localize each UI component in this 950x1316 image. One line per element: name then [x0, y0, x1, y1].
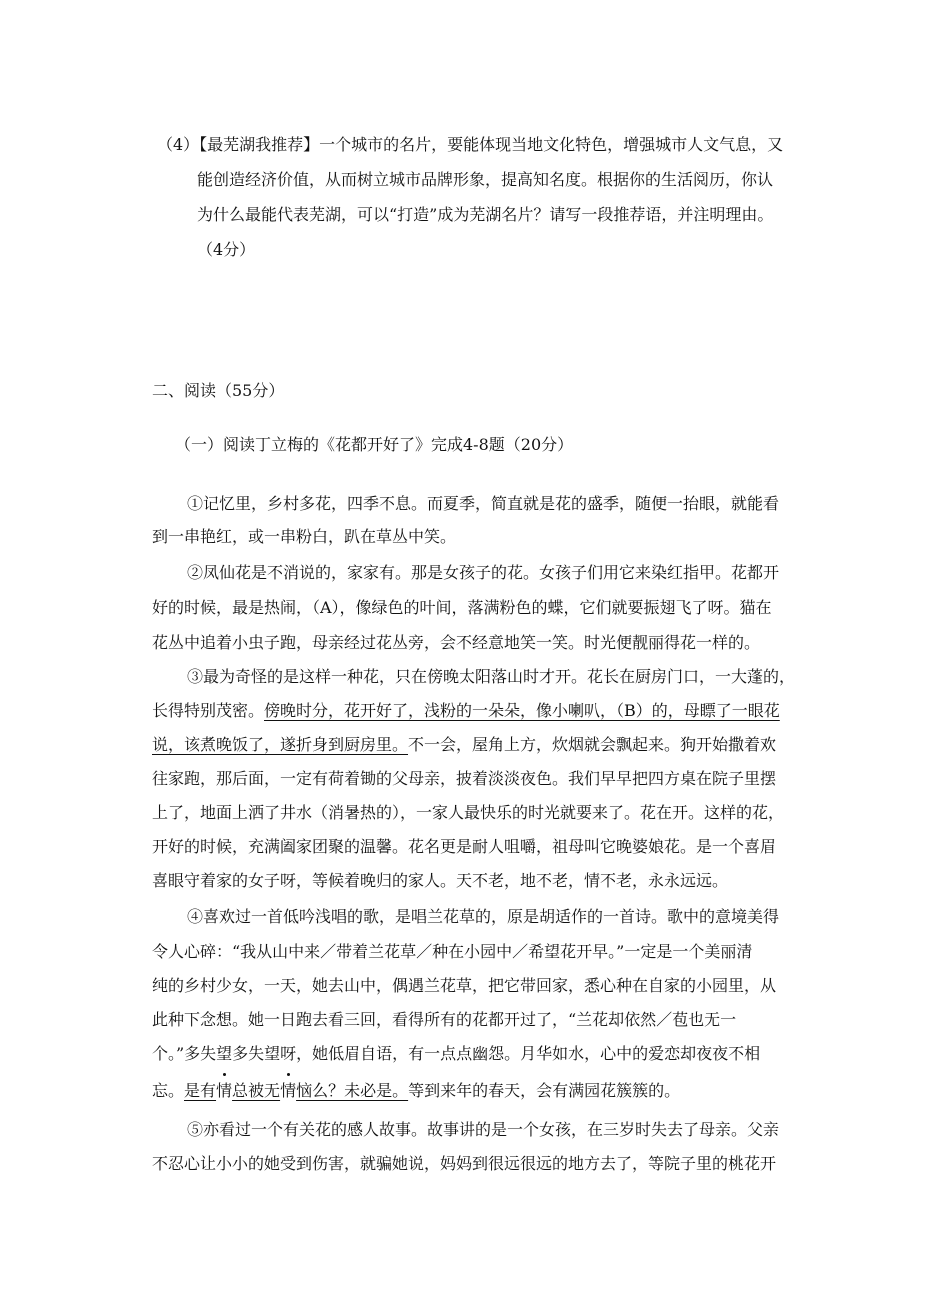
- q4-line-2: 能创造经济价值，从而树立城市品牌形象，提高知名度。根据你的生活阅历，你认: [197, 170, 774, 189]
- p4-line-6: [152, 1079, 680, 1103]
- p4-line-3: 纯的乡村少女，一天，她去山中，偶遇兰花草，把它带回家，悉心种在自家的小园里，从: [152, 976, 777, 995]
- p1-line-2: 到一串艳红，或一串粉白，趴在草丛中笑。: [152, 527, 457, 546]
- q4-line-1: （4）【最芜湖我推荐】一个城市的名片，要能体现当地文化特色，增强城市人文气息，又: [157, 135, 784, 154]
- p1-line-1: ①记忆里，乡村多花，四季不息。而夏季，简直就是花的盛季，随便一抬眼，就能看: [187, 494, 780, 513]
- emphasis-dot-char-2: 情: [280, 1079, 296, 1103]
- p4-underlined-sentence: [184, 1081, 408, 1100]
- p3-line-3: [152, 733, 776, 757]
- part-heading: （一）阅读丁立梅的《花都开好了》完成4-8题（20分）: [175, 435, 574, 454]
- p4-emph-c: 恼么？未必是。: [296, 1081, 409, 1100]
- p4-line-5: 个。”多失望多失望呀，她低眉自语，有一点点幽怨。月华如水，心中的爱恋却夜夜不相: [152, 1044, 761, 1063]
- p5-line-1: ⑤亦看过一个有关花的感人故事。故事讲的是一个女孩，在三岁时失去了母亲。父亲: [187, 1120, 780, 1139]
- emphasis-dot-char-1: 情: [216, 1079, 232, 1103]
- p4-line-1: ④喜欢过一首低吟浅唱的歌，是唱兰花草的，原是胡适作的一首诗。歌中的意境美得: [187, 907, 780, 926]
- p5-line-2: 不忍心让小小的她受到伤害，就骗她说，妈妈到很远很远的地方去了，等院子里的桃花开: [152, 1154, 777, 1173]
- p3-line-1: ③最为奇怪的是这样一种花，只在傍晚太阳落山时才开。花长在厨房门口，一大蓬的，: [187, 667, 796, 686]
- p2-line-1: ②凤仙花是不消说的，家家有。那是女孩子的花。女孩子们用它来染红指甲。花都开: [187, 563, 780, 582]
- p3-line-2: [152, 699, 780, 723]
- p4-last-suffix: 等到来年的春天，会有满园花簇簇的。: [408, 1081, 681, 1100]
- p3-line-5: 上了，地面上洒了井水（消暑热的），一家人最快乐的时光就要来了。花在开。这样的花，: [152, 803, 785, 822]
- p4-last-prefix: 忘。: [152, 1081, 185, 1100]
- p3-line-2-plain: 长得特别茂密。: [152, 701, 265, 720]
- p2-line-2: 好的时候，最是热闹，（A），像绿色的叶间，落满粉色的蝶，它们就要振翅飞了呀。猫在: [152, 598, 772, 617]
- p3-line-6: 开好的时候，充满阖家团聚的温馨。花名更是耐人咀嚼，祖母叫它晚婆娘花。是一个喜眉: [152, 837, 777, 856]
- p3-line-7: 喜眼守着家的女子呀，等候着晚归的家人。天不老，地不老，情不老，永永远远。: [152, 871, 729, 890]
- p3-line-4: 往家跑，那后面，一定有荷着锄的父母亲，披着淡淡夜色。我们早早把四方桌在院子里摆: [152, 769, 777, 788]
- p3-line-3-plain: 不一会，屋角上方，炊烟就会飘起来。狗开始撒着欢: [408, 735, 777, 754]
- q4-line-3: 为什么最能代表芜湖，可以“打造”成为芜湖名片？请写一段推荐语，并注明理由。: [197, 205, 774, 224]
- p4-line-4: 此种下念想。她一日跑去看三回，看得所有的花都开过了，“兰花却依然／苞也无一: [152, 1010, 737, 1029]
- p3-underlined-sentence-part-2: 说，该煮晚饭了，遂折身到厨房里。: [152, 735, 409, 754]
- p2-line-3: 花丛中追着小虫子跑，母亲经过花丛旁，会不经意地笑一笑。时光便靓丽得花一样的。: [152, 633, 761, 652]
- p4-emph-b: 总被无: [232, 1081, 281, 1100]
- p4-emph-a: 是有: [184, 1081, 217, 1100]
- section-heading: 二、阅读（55分）: [152, 381, 285, 400]
- q4-line-4: （4分）: [197, 240, 256, 259]
- p4-line-2: 令人心碎：“我从山中来／带着兰花草／种在小园中／希望花开早。”一定是一个美丽清: [152, 942, 753, 961]
- p3-underlined-sentence-part-1: 傍晚时分，花开好了，浅粉的一朵朵，像小喇叭，（B）的，母瞟了一眼花: [264, 701, 780, 720]
